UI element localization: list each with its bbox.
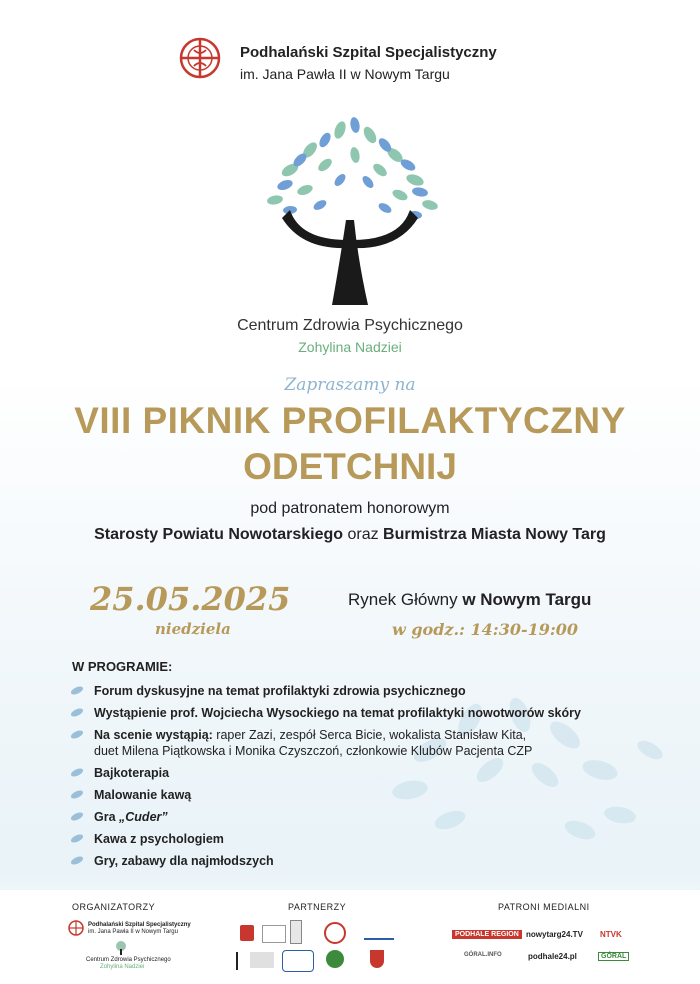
leaf-bullet-icon	[70, 730, 84, 739]
org2-sub: Zohylina Nadziei	[100, 964, 145, 970]
leaf-bullet-icon	[70, 708, 84, 717]
tree-hands-logo-icon	[230, 110, 470, 310]
org1-sub: im. Jana Pawła II w Nowym Targu	[88, 929, 178, 935]
media-logo-podhale24: podhale24.pl	[528, 952, 577, 961]
partners-label: PARTNERZY	[288, 902, 347, 912]
partner-logo-7	[250, 952, 274, 968]
list-item: Wystąpienie prof. Wojciecha Wysockiego na temat profilaktyki nowotworów skóry	[70, 705, 670, 721]
leaf-bullet-icon	[70, 856, 84, 865]
list-item: Bajkoterapia	[70, 765, 670, 781]
event-date: 25.05.2025	[90, 580, 291, 618]
list-item: Forum dyskusyjne na temat profilaktyki zdrowia psychicznego	[70, 683, 670, 699]
partner-logo-6	[236, 952, 248, 970]
event-time: w godz.: 14:30-19:00	[392, 620, 579, 639]
partner-logo-5	[364, 922, 394, 940]
leaf-bullet-icon	[70, 686, 84, 695]
place-town: w Nowym Targu	[462, 590, 592, 609]
patron-burmistrz: Burmistrza Miasta Nowy Targ	[383, 526, 606, 543]
patrons	[0, 526, 700, 544]
program-heading: W PROGRAMIE:	[72, 659, 173, 674]
media-logo-nowytarg24: nowytarg24.TV	[526, 930, 583, 939]
leaf-bullet-icon	[70, 790, 84, 799]
media-logo-ntvk: NTVK	[600, 930, 622, 939]
hospital-small-logo-icon	[68, 920, 84, 936]
list-item: Malowanie kawą	[70, 787, 670, 803]
center-subtitle: Zohylina Nadziei	[298, 339, 402, 355]
hospital-logo-icon	[178, 36, 222, 80]
partner-logo-4	[324, 922, 346, 944]
hospital-name: Podhalański Szpital Specjalistyczny	[240, 44, 497, 61]
event-title-line1: VIII PIKNIK PROFILAKTYCZNY	[74, 400, 626, 441]
list-item: Na scenie wystąpią: raper Zazi, zespół Serca Bicie, wokalista Stanisław Kita, duet Milena Piątkowska i Monika Czyszczoń, członkowie Klubów Pacjenta CZP	[70, 727, 670, 759]
partner-logo-8	[282, 950, 314, 972]
leaf-bullet-icon	[70, 768, 84, 777]
partner-logo-3	[290, 920, 302, 944]
leaf-bullet-icon	[70, 834, 84, 843]
org1-name: Podhalański Szpital Specjalistyczny	[88, 922, 191, 928]
partner-logo-2	[262, 925, 286, 943]
event-day: niedziela	[155, 620, 231, 638]
partner-logo-10	[370, 950, 384, 968]
tree-small-logo-icon	[113, 940, 129, 956]
patron-starosta: Starosty Powiatu Nowotarskiego	[94, 526, 344, 543]
partner-logo-9	[326, 950, 344, 968]
leaf-bullet-icon	[70, 812, 84, 821]
patron-and: oraz	[343, 526, 384, 543]
organizers-label: ORGANIZATORZY	[72, 902, 156, 912]
center-name: Centrum Zdrowia Psychicznego	[237, 317, 463, 334]
media-label: PATRONI MEDIALNI	[498, 902, 590, 912]
program-list	[70, 683, 670, 875]
media-logo-goral: GÓRAL	[598, 952, 629, 961]
list-item: Gra „Cuder”	[70, 809, 670, 825]
hospital-subtitle: im. Jana Pawła II w Nowym Targu	[240, 66, 450, 82]
org2-name: Centrum Zdrowia Psychicznego	[86, 957, 171, 963]
invite-text: Zapraszamy na	[284, 375, 416, 395]
place-main: Rynek Główny	[348, 590, 463, 609]
partner-logo-1	[240, 925, 254, 941]
patronage-line: pod patronatem honorowym	[250, 500, 450, 517]
list-item: Gry, zabawy dla najmłodszych	[70, 853, 670, 869]
event-place	[348, 590, 591, 610]
list-item: Kawa z psychologiem	[70, 831, 670, 847]
event-title-line2: ODETCHNIJ	[243, 446, 457, 487]
media-logo-goral-info: GÓRAL.INFO	[464, 952, 502, 958]
media-logo-podhale-region: PODHALE REGION	[452, 930, 522, 939]
